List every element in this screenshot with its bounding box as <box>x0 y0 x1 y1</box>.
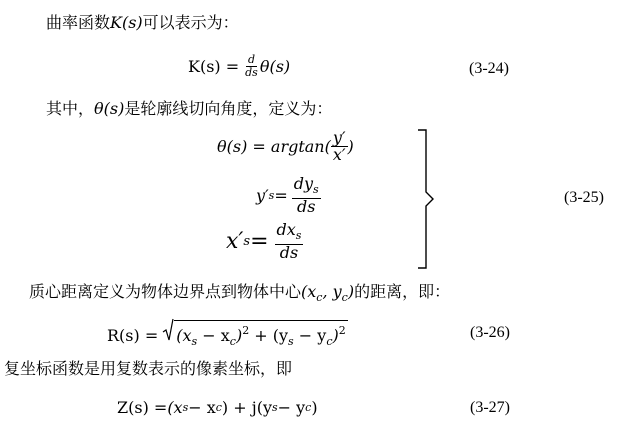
eq27-b-sub: c <box>215 401 222 414</box>
eq25a-fraction <box>331 130 348 163</box>
eq27-number: (3-27) <box>470 399 510 416</box>
eq24-number: (3-24) <box>469 60 509 77</box>
eq25c-sub: s <box>243 234 251 249</box>
equation-3-25c <box>226 222 303 261</box>
intro-theta-pre: 其中， <box>46 99 95 118</box>
eq25c-num-sub: s <box>295 229 302 242</box>
eq25b-den: ds <box>296 197 316 216</box>
eq26-c-sup: 2 <box>242 324 250 337</box>
intro-centroid-sub1: c <box>316 291 323 304</box>
eq26-radicand <box>174 320 348 352</box>
eq24-lhs: K(s) = <box>188 56 240 76</box>
eq27-a: (x <box>167 398 183 417</box>
intro-theta-line <box>46 99 332 119</box>
eq26-c: ) <box>235 326 243 345</box>
eq26-number: (3-26) <box>470 324 510 341</box>
eq25a-lhs: θ(s) = argtan( <box>217 136 331 156</box>
eq26-d: + (y <box>249 326 289 345</box>
intro-centroid-sub2: c <box>341 291 348 304</box>
intro-theta-tail: 是轮廓线切向角度，定义为： <box>124 99 333 118</box>
intro-curvature-text: 曲率函数 <box>46 13 111 32</box>
intro-centroid-text: 质心距离定义为物体边界点到物体中心 <box>29 282 302 301</box>
eq25a-num: y′ <box>332 128 346 147</box>
eq27-c: ) + j(y <box>221 398 272 417</box>
eq25a-den: x′ <box>332 145 346 164</box>
eq25a-close: ) <box>347 136 354 156</box>
eq27-c-sub: s <box>271 401 278 414</box>
intro-complex-line <box>4 359 292 379</box>
intro-complex-text: 复坐标函数是用复数表示的像素坐标，即 <box>4 359 293 378</box>
intro-centroid-sym: (x <box>301 282 317 301</box>
eq26-a-sub: s <box>191 335 198 348</box>
eq25c-eq: = <box>250 229 269 254</box>
eq25b-lhs: y′ <box>256 185 269 205</box>
eq25b-num <box>292 176 321 199</box>
eq26-d-sub: s <box>288 335 294 348</box>
eq27-e: ) <box>311 398 318 417</box>
eq27-lhs: Z(s) = <box>117 398 168 417</box>
intro-centroid-close: ) <box>347 282 355 301</box>
intro-centroid-tail: 的距离，即： <box>354 282 451 301</box>
eq24-fraction <box>243 54 260 79</box>
eq25c-num <box>275 222 304 245</box>
eq25b-eq: = <box>274 185 288 205</box>
eq26-e-sub: c <box>326 335 333 348</box>
equation-3-25b <box>256 176 321 215</box>
intro-theta-symbol: θ(s) <box>94 99 125 118</box>
intro-curvature-symbol: K(s) <box>110 13 143 32</box>
eq25-number: (3-25) <box>564 189 604 206</box>
eq26-b-sub: c <box>229 335 236 348</box>
eq24-frac-den: ds <box>245 66 258 79</box>
eq25c-den: ds <box>279 243 299 262</box>
eq26-f: ) <box>332 326 339 345</box>
right-brace <box>416 128 436 270</box>
eq25c-lhs: x′ <box>226 229 244 254</box>
eq25c-num-text: dx <box>276 220 296 239</box>
radical-sign-icon <box>162 318 174 342</box>
intro-curvature-tail: 可以表示为： <box>142 13 239 32</box>
eq25b-sub: s <box>268 188 275 202</box>
eq25b-fraction <box>292 176 321 215</box>
eq25b-num-text: dy <box>293 174 314 193</box>
eq26-f-sup: 2 <box>338 324 346 337</box>
eq27-d: − y <box>277 398 306 417</box>
intro-curvature-line <box>46 13 239 33</box>
eq26-lhs: R(s) = <box>107 326 159 345</box>
eq26-a: (x <box>176 326 192 345</box>
intro-centroid-line <box>29 282 450 308</box>
equation-3-27 <box>117 398 318 418</box>
equation-3-24 <box>188 54 290 79</box>
equation-3-25a <box>217 130 354 163</box>
eq27-a-sub: s <box>182 401 189 414</box>
eq27-b: − x <box>188 398 216 417</box>
eq26-sqrt <box>162 320 348 352</box>
eq25b-num-sub: s <box>313 183 319 196</box>
eq25c-fraction <box>275 222 304 261</box>
eq26-b: − x <box>197 326 230 345</box>
intro-centroid-mid: , y <box>322 282 342 301</box>
eq24-frac-num: d <box>247 53 255 66</box>
eq27-d-sub: c <box>305 401 312 414</box>
equation-3-26 <box>107 320 348 352</box>
eq24-rhs: θ(s) <box>259 56 291 76</box>
eq26-e: − y <box>293 326 327 345</box>
